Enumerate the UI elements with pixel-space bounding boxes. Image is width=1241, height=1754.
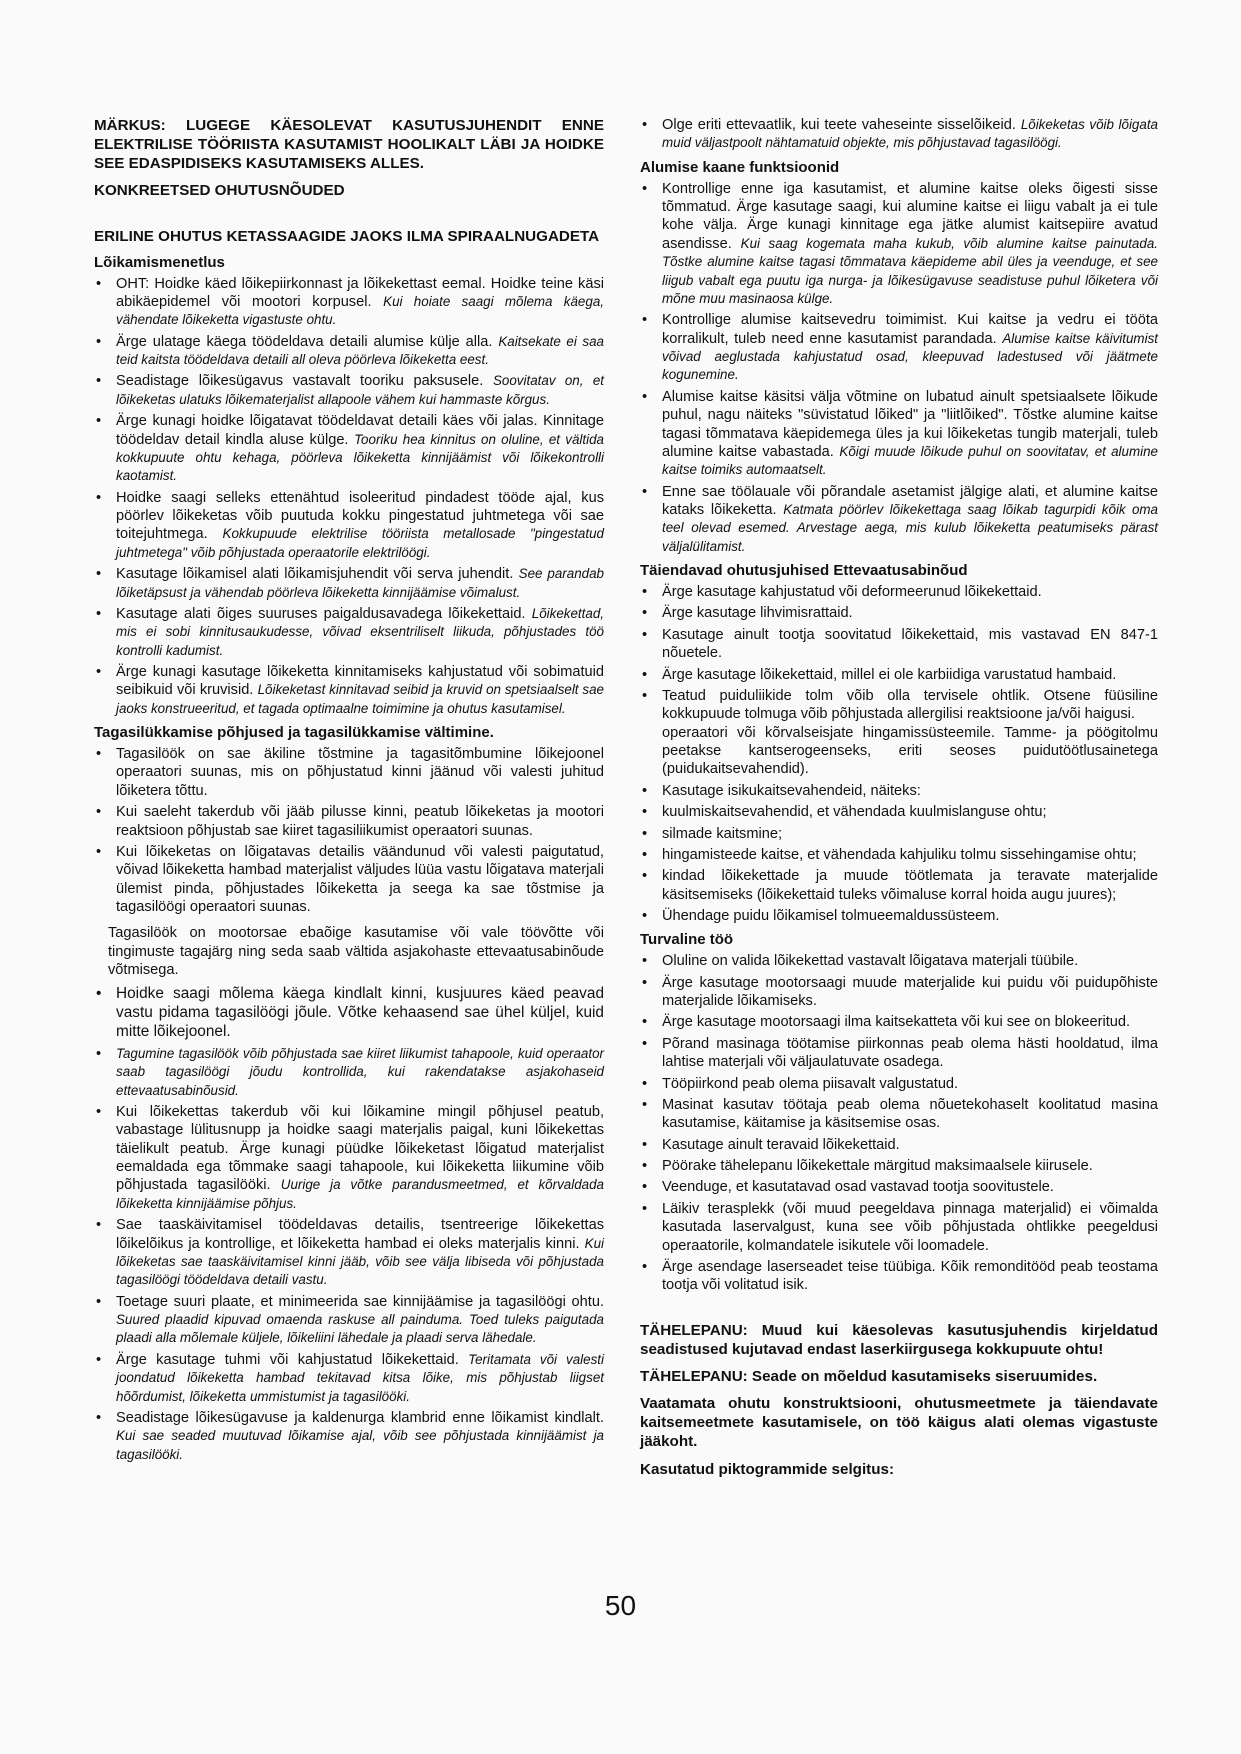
list-item — [640, 1096, 1158, 1133]
item-text: Ärge asendage laserseadet teise tüübiga. Kõik remonditööd peab teostama tootja või volitatud isik. — [662, 1258, 1158, 1294]
list-item — [640, 782, 1158, 800]
item-text: Kontrollige enne iga kasutamist, et alumine kaitse oleks õigesti sisse tõmmatud. Ärge kasutage saagi, kui alumine kaitse ei liigu vabalt ja ei tule kohe välja. Ärge kunagi kinnitage ega jätke alumist kaitsepiire avatud asendisse. — [662, 180, 1158, 252]
item-text: Seadistage lõikesügavuse ja kaldenurga klambrid enne lõikamist kindlalt. — [116, 1409, 604, 1426]
item-note: Kui sae seaded muutuvad lõikamise ajal, võib see põhjustada kinnijäämist ja tagasilööki. — [116, 1428, 604, 1462]
item-note: Teritamata või valesti joondatud lõikeketta hambad tekitavad kitsa lõike, mis põhjustab liigset hõõrdumist, lõikeketta ummistumist ja tagasilööki. — [116, 1351, 604, 1404]
item-text: Kontrollige alumise kaitsevedru toimimist. Kui kaitse ja vedru ei tööta korralikult, tuleb need enne kasutamist parandada. — [662, 312, 1158, 347]
item-text: Masinat kasutav töötaja peab olema nõuetekohaselt koolitatud masina kasutamise, käitamise ja käsitsemise osas. — [662, 1096, 1158, 1132]
list-item — [94, 489, 604, 563]
subsection-heading: Lõikamismenetlus — [94, 253, 225, 271]
item-note: Lõikekettad, mis ei sobi kinnitusaukudesse, võivad eksentriliselt liikuda, põhjustades töö kontrolli kadumist. — [116, 605, 604, 658]
item-note: Katmata pöörlev lõikekettaga saag lõikab tagurpidi kõik oma teel olevad esemed. Arvestage aega, mis kulub lõikeketta peatumiseks pärast väljalülitamist. — [662, 502, 1158, 554]
section-heading: ERILINE OHUTUS KETASSAAGIDE JAOKS ILMA SPIRAALNUGADETA — [94, 227, 600, 245]
item-text: kuulmiskaitsevahendid, et vähendada kuulmislanguse ohtu; — [662, 804, 1047, 821]
list-item — [94, 1351, 604, 1406]
item-note: Lõikeketast kinnitavad seibid ja kruvid on spetsiaalselt sae jaoks konstrueeritud, et tagada optimaalne toimimine ja ohutus kasutamisel. — [116, 682, 604, 716]
list-item — [640, 907, 1158, 925]
list-item — [640, 388, 1158, 480]
section-heading: MÄRKUS: LUGEGE KÄESOLEVAT KASUTUSJUHENDIT ENNE ELEKTRILISE TÖÖRIISTA KASUTAMIST HOOLIKALT LÄBI JA HOIDKE SEE EDASPIDISEKS KASUTAMISEKS ALLES. — [94, 117, 604, 173]
item-note: Soovitatav on, et lõikeketas ulatuks lõikematerjalist allapoole vähem kui hammaste kõrgus. — [116, 373, 604, 407]
list-item — [94, 984, 604, 1042]
item-text: kindad lõikekettade ja muude töötlemata ja teravate materjalide käsitsemiseks (lõikekettaid tuleks võimaluse korral hoida augu juures); — [662, 868, 1158, 903]
item-text: Kui saeleht takerdub või jääb pilusse kinni, peatub lõikeketas ja mootori reaktsioon põhjustab sae kiiret tagasiliikumist operaatori suunas. — [116, 804, 604, 839]
item-text: Ärge kasutage lõikekettaid, millel ei ole karbiidiga varustatud hambaid. — [662, 666, 1117, 683]
item-text: Tagasilöök on sae äkiline tõstmine ja tagasitõmbumine lõikejoonel operaatori suunas, mis on põhjustatud kinni jäänud või valesti juhitud lõiketera tõttu. — [116, 746, 604, 799]
item-text: Ärge kasutage mootorsaagi ilma kaitsekatteta või kui see on blokeeritud. — [662, 1014, 1131, 1031]
item-text: Põrand masinaga töötamise piirkonnas peab olema hästi hooldatud, ilma lahtise materjali või väljaulatuvate osadega. — [662, 1035, 1158, 1071]
subsection-heading: Alumise kaane funktsioonid — [640, 158, 840, 176]
bullet-list — [640, 180, 1158, 557]
item-text: OHT: Hoidke käed lõikepiirkonnast ja lõikekettast eemal. Hoidke teine käsi abikäepidemel või mootori korpusel. — [116, 275, 604, 310]
item-text: silmade kaitsmine; — [662, 825, 783, 842]
list-item — [640, 583, 1158, 601]
item-text: Veenduge, et kasutatavad osad vastavad tootja soovitustele. — [662, 1179, 1054, 1196]
list-item — [640, 626, 1158, 663]
list-item — [94, 803, 604, 840]
bullet-list — [640, 583, 1158, 925]
bullet-list — [94, 1045, 604, 1464]
section-heading: Kasutatud piktogrammide selgitus: — [640, 1460, 895, 1478]
list-item — [94, 1293, 604, 1348]
list-item — [640, 1157, 1158, 1175]
list-item — [640, 825, 1158, 843]
item-note: Kokkupuude elektrilise tööriista metallosade "pingestatud juhtmetega" võib põhjustada operaatorile elektrilöögi. — [116, 526, 604, 560]
list-item — [640, 666, 1158, 684]
bullet-list — [640, 116, 1158, 153]
item-text: Hoidke saagi selleks ettenähtud isoleeritud pindadest tööde ajal, kus pöörlev lõikeketas võib puutuda kokku pingestatud juhtmetega või sae toitejuhtmega. — [116, 489, 604, 543]
item-note: Kui hoiate saagi mõlema käega, vähendate lõikeketta vigastuste ohtu. — [116, 293, 604, 328]
list-item — [640, 1136, 1158, 1154]
item-text: Oluline on valida lõikekettad vastavalt lõigatava materjali tüübile. — [662, 953, 1079, 970]
item-text: Tööpiirkond peab olema piisavalt valgustatud. — [662, 1075, 959, 1092]
list-item — [640, 1178, 1158, 1196]
list-item — [94, 605, 604, 660]
item-text: Ühendage puidu lõikamisel tolmueemaldussüsteem. — [662, 908, 1000, 925]
list-item — [94, 565, 604, 602]
item-text: Kui lõikeketas on lõigatavas detailis väändunud või valesti paigutatud, võivad lõikeketta hambad materjalist väljudes lüüa vastu lõigatava materjali ülemist pinda, põhjustades lõikeketta ja seega ka sae tõstmise ja tagasilöögi operaatori suunas. — [116, 843, 604, 916]
item-text: Sae taaskäivitamisel töödeldavas detailis, tsentreerige lõikekettas lõikelõikus ja kontrollige, et lõikeketta hambad ei oleks materjalis kinni. — [116, 1217, 604, 1252]
list-item — [640, 803, 1158, 821]
list-item — [640, 846, 1158, 864]
list-item — [640, 311, 1158, 385]
list-item — [94, 275, 604, 330]
list-item — [94, 663, 604, 718]
item-text: Ärge kasutage tuhmi või kahjustatud lõikekettaid. — [116, 1351, 459, 1368]
item-text: Kasutage ainult teravaid lõikekettaid. — [662, 1136, 900, 1153]
subsection-heading: Turvaline töö — [640, 931, 734, 949]
item-text: Teatud puiduliikide tolm võib olla tervisele ohtlik. Otsene füüsiline kokkupuude tolmuga võib põhjustada allergilisi reaktsioone ja/või haigusi. — [662, 687, 1158, 723]
list-item — [94, 843, 604, 917]
bullet-list — [640, 952, 1158, 1294]
section-heading: TÄHELEPANU: Seade on mõeldud kasutamiseks siseruumides. — [640, 1367, 1098, 1385]
item-text: Ärge kasutage mootorsaagi muude materjalide kui puidu või puidupõhiste materjalide lõikamiseks. — [662, 974, 1158, 1010]
item-note: Tooriku hea kinnitus on oluline, et vältida kokkupuute ohtu kehaga, pöörleva lõikeketta kinnijäämist või lõikekontrolli kaotamist. — [116, 431, 604, 484]
item-text: Ärge kasutage kahjustatud või deformeerunud lõikekettaid. — [662, 584, 1042, 601]
subsection-heading: Täiendavad ohutusjuhised Ettevaatusabinõud — [640, 562, 968, 580]
item-note: Kaitsekate ei saa teid kaitsta töödeldava detaili all oleva pöörleva lõikeketta eest. — [116, 333, 604, 368]
item-text: Toetage suuri plaate, et minimeerida sae kinnijäämise ja tagasilöögi ohtu. — [116, 1293, 604, 1310]
list-item — [640, 1075, 1158, 1093]
list-item — [94, 1103, 604, 1213]
list-item — [94, 745, 604, 800]
list-item — [640, 604, 1158, 622]
list-item — [640, 687, 1158, 779]
item-text: Kasutage isikukaitsevahendeid, näiteks: — [662, 782, 921, 799]
list-item — [640, 974, 1158, 1011]
right-column — [640, 116, 1158, 1487]
list-item — [94, 333, 604, 370]
section-heading: TÄHELEPANU: Muud kui käesolevas kasutusjuhendis kirjeldatud seadistused kujutavad endast laserkiirgusega kokkupuute ohtu! — [640, 1321, 1158, 1358]
list-item — [94, 1409, 604, 1464]
list-item — [640, 483, 1158, 557]
item-text: Ärge kasutage lihvimisrattaid. — [662, 605, 853, 622]
item-text: Hoidke saagi mõlema käega kindlalt kinni, kusjuures käed peavad vastu pidama tagasilöögi jõule. Võtke kehaasend sae ühel küljel, kuid mitte lõikejoonel. — [116, 984, 604, 1041]
item-note: Suured plaadid kipuvad omaenda raskuse all painduma. Toed tuleks paigutada plaadi alla mõlemale küljele, lõikeliini lähedale ja plaadi serva lähedale. — [116, 1312, 604, 1346]
item-text: Ärge kunagi kasutage lõikeketta kinnitamiseks kahjustatud või sobimatuid seibikuid või kruvisid. — [116, 664, 604, 699]
item-note: Lõikeketas võib lõigata muid väljastpoolt nähtamatuid objekte, mis põhjustavad tagasilöögi. — [662, 117, 1158, 151]
item-text: Kasutage lõikamisel alati lõikamisjuhendit või serva juhendit. — [116, 566, 514, 583]
item-text: Enne sae töölauale või põrandale asetamist jälgige alati, et alumine kaitse kataks lõikeketta. — [662, 483, 1158, 519]
list-item — [94, 372, 604, 409]
item-text: Pöörake tähelepanu lõikekettale märgitud maksimaalsele kiirusele. — [662, 1158, 1093, 1175]
item-note: Kui lõikeketas sae taaskäivitamisel kinni jääb, võib see välja libiseda või põhjustada tagasilöögi töödeldava detaili vastu. — [116, 1235, 604, 1288]
item-note: Kui saag kogemata maha kukub, võib alumine kaitse painutada. Tõstke alumine kaitse tagasi tõmmatava käepideme abil üles ja veenduge, et see liigub vabalt ega puutu iga nurga- ja lõikesügavuse seadistuse puhul lõiketera või mõne muu masinaosa külge. — [662, 235, 1158, 306]
list-item — [640, 867, 1158, 904]
item-text: Kasutage ainult tootja soovitatud lõikekettaid, mis vastavad EN 847-1 nõuetele. — [662, 626, 1158, 662]
item-text: Läikiv terasplekk (või muud peegeldava pinnaga materjalid) ei võimalda kasutada laservalgust, kuna see võib põhjustada ohtlikke peegeldusi operaatorile, kolmandatele isikutele või loomadele. — [662, 1200, 1158, 1254]
section-heading: KONKREETSED OHUTUSNÕUDED — [94, 182, 345, 200]
list-item — [640, 116, 1158, 153]
list-item — [640, 1035, 1158, 1072]
list-item — [640, 1013, 1158, 1031]
item-text: Olge eriti ettevaatlik, kui teete vaheseinte sisselõikeid. — [662, 117, 1016, 133]
list-item — [640, 952, 1158, 970]
paragraph: Tagasilöök on mootorsae ebaõige kasutamise või vale töövõtte või tingimuste tagajärg ning seda saab vältida asjakohaste ettevaatusabinõude võtmisega. — [108, 925, 604, 979]
item-text: Kasutage alati õiges suuruses paigaldusavadega lõikekettaid. — [116, 605, 526, 622]
section-heading: Vaatamata ohutu konstruktsiooni, ohutusmeetmete ja täiendavate kaitsemeetmete kasutamisele, on töö käigus alati olemas vigastuste jääkoht. — [640, 1395, 1158, 1451]
list-item — [94, 412, 604, 486]
item-note: Alumise kaitse käivitumist võivad aeglustada kahjustatud osad, kleepuvad ladestused või jäätmete kogunemine. — [662, 330, 1158, 383]
item-note: See parandab lõiketäpsust ja vähendab pöörleva lõikeketta kinnijäämise võimalust. — [116, 566, 604, 600]
item-text: Ärge ulatage käega töödeldava detaili alumise külje alla. — [116, 333, 493, 350]
item-text: Kui lõikekettas takerdub või kui lõikamine mingil põhjusel peatub, vabastage lülitusnupp ja hoidke saagi materjalis paigal, kuni lõikekettas täielikult peatub. Ärge kunagi püüdke lõikeketast lõigatud materjalist eemaldada ega tõmmake saagi tahapoole, kui lõikeketta liikumine võib põhjustada tagasilööki. — [116, 1103, 604, 1194]
subsection-heading: Tagasilükkamise põhjused ja tagasilükkamise vältimine. — [94, 724, 494, 742]
item-note: Kõigi muude lõikude puhul on soovitatav, et alumine kaitse toimiks automaatselt. — [662, 443, 1158, 478]
left-column — [94, 116, 604, 1467]
item-note: Uurige ja võtke parandusmeetmed, et kõrvaldada lõikeketta kinnijäämise põhjus. — [116, 1177, 604, 1211]
item-text: Ärge kunagi hoidke lõigatavat töödeldavat detaili käes või jalas. Kinnitage töödeldav detail kindla aluse külge. — [116, 413, 604, 448]
list-item — [640, 1200, 1158, 1255]
bullet-list — [94, 745, 604, 916]
item-text: Seadistage lõikesügavus vastavalt tooriku paksusele. — [116, 373, 484, 390]
item-note: Tagumine tagasilöök võib põhjustada sae kiiret liikumist tahapoole, kuid operaator saab tagasilöögi jõudu kontrollida, kui rakendatakse asjakohaseid ettevaatusabinõusid. — [116, 1045, 604, 1098]
item-extra: operaatori või kõrvalseisjate hingamissüsteemile. Tamme- ja pöögitolmu peetakse kantserogeenseks, eriti seoses puidutöötlusainetega (puidukaitsevahendid). — [662, 724, 1158, 778]
page-number: 50 — [604, 1590, 637, 1621]
item-text: hingamisteede kaitse, et vähendada kahjuliku tolmu sissehingamise ohtu; — [662, 846, 1137, 863]
list-item — [94, 1216, 604, 1290]
list-item — [94, 1045, 604, 1100]
bullet-list — [94, 984, 604, 1042]
item-text: Alumise kaitse käsitsi välja võtmine on lubatud ainult spetsiaalsete lõikude puhul, nagu näiteks "süvistatud lõiked" ja "liitlõiked". Tõstke alumine kaitse tagasi tõmmatava käepidemega üles ja kui lõikeketas tungib materjali, tuleb alumine kaitse vabastada. — [662, 388, 1158, 460]
bullet-list — [94, 275, 604, 719]
list-item — [640, 1258, 1158, 1295]
list-item — [640, 180, 1158, 309]
